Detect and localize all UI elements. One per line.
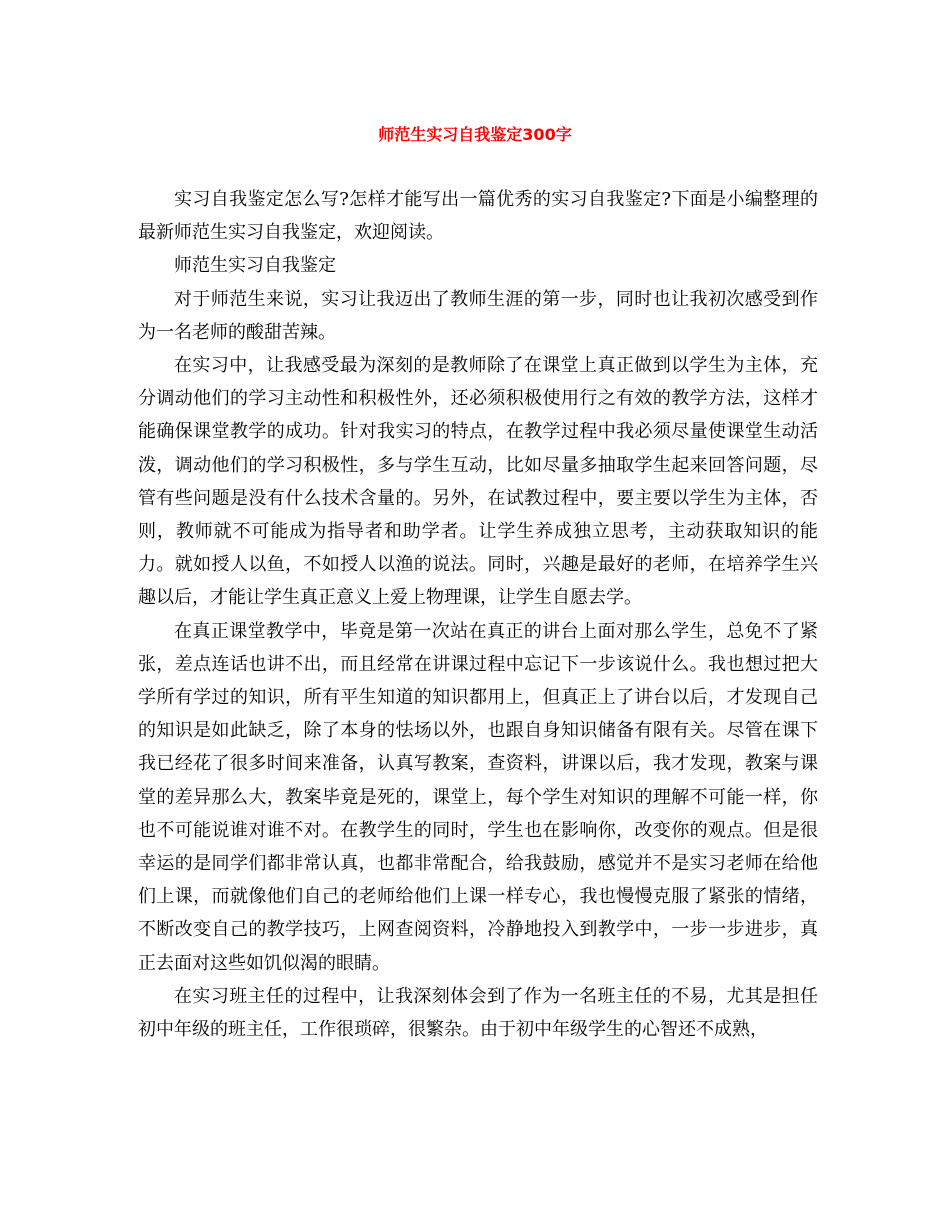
paragraph: 在真正课堂教学中，毕竟是第一次站在真正的讲台上面对那么学生，总免不了紧张，差点连话也讲不出，而且经常在讲课过程中忘记下一步该说什么。我也想过把大学所有学过的知识，所有平生知道的知识都用上，但真正上了讲台以后，才发现自己的知识是如此缺乏，除了本身的怯场以外，也跟自身知识储备有限有关。尽管在课下我已经花了很多时间来准备，认真写教案，查资料，讲课以后，我才发现，教案与课堂的差异那么大，教案毕竟是死的，课堂上，每个学生对知识的理解不可能一样，你也不可能说谁对谁不对。在教学生的同时，学生也在影响你，改变你的观点。但是很幸运的是同学们都非常认真，也都非常配合，给我鼓励，感觉并不是实习老师在给他们上课，而就像他们自己的老师给他们上课一样专心，我也慢慢克服了紧张的情绪，不断改变自己的教学技巧，上网查阅资料，冷静地投入到教学中，一步一步进步，真正去面对这些如饥似渴的眼睛。	[138, 620, 818, 974]
document-title: 师范生实习自我鉴定300字	[378, 125, 572, 144]
paragraph: 在实习中，让我感受最为深刻的是教师除了在课堂上真正做到以学生为主体，充分调动他们的学习主动性和积极性外，还必须积极使用行之有效的教学方法，这样才能确保课堂教学的成功。针对我实习的特点，在教学过程中我必须尽量使课堂生动活泼，调动他们的学习积极性，多与学生互动，比如尽量多抽取学生起来回答问题，尽管有些问题是没有什么技术含量的。另外，在试教过程中，要主要以学生为主体，否则，教师就不可能成为指导者和助学者。让学生养成独立思考，主动获取知识的能力。就如授人以鱼，不如授人以渔的说法。同时，兴趣是最好的老师，在培养学生兴趣以后，才能让学生真正意义上爱上物理课，让学生自愿去学。	[138, 355, 818, 609]
section-heading: 师范生实习自我鉴定	[174, 255, 336, 277]
document-body	[138, 183, 818, 1046]
paragraph: 在实习班主任的过程中，让我深刻体会到了作为一名班主任的不易，尤其是担任初中年级的班主任，工作很琐碎，很繁杂。由于初中年级学生的心智还不成熟，	[138, 985, 818, 1041]
paragraph: 对于师范生来说，实习让我迈出了教师生涯的第一步，同时也让我初次感受到作为一名老师的酸甜苦辣。	[138, 288, 818, 343]
paragraph-intro: 实习自我鉴定怎么写?怎样才能写出一篇优秀的实习自我鉴定?下面是小编整理的最新师范生实习自我鉴定，欢迎阅读。	[138, 189, 818, 244]
